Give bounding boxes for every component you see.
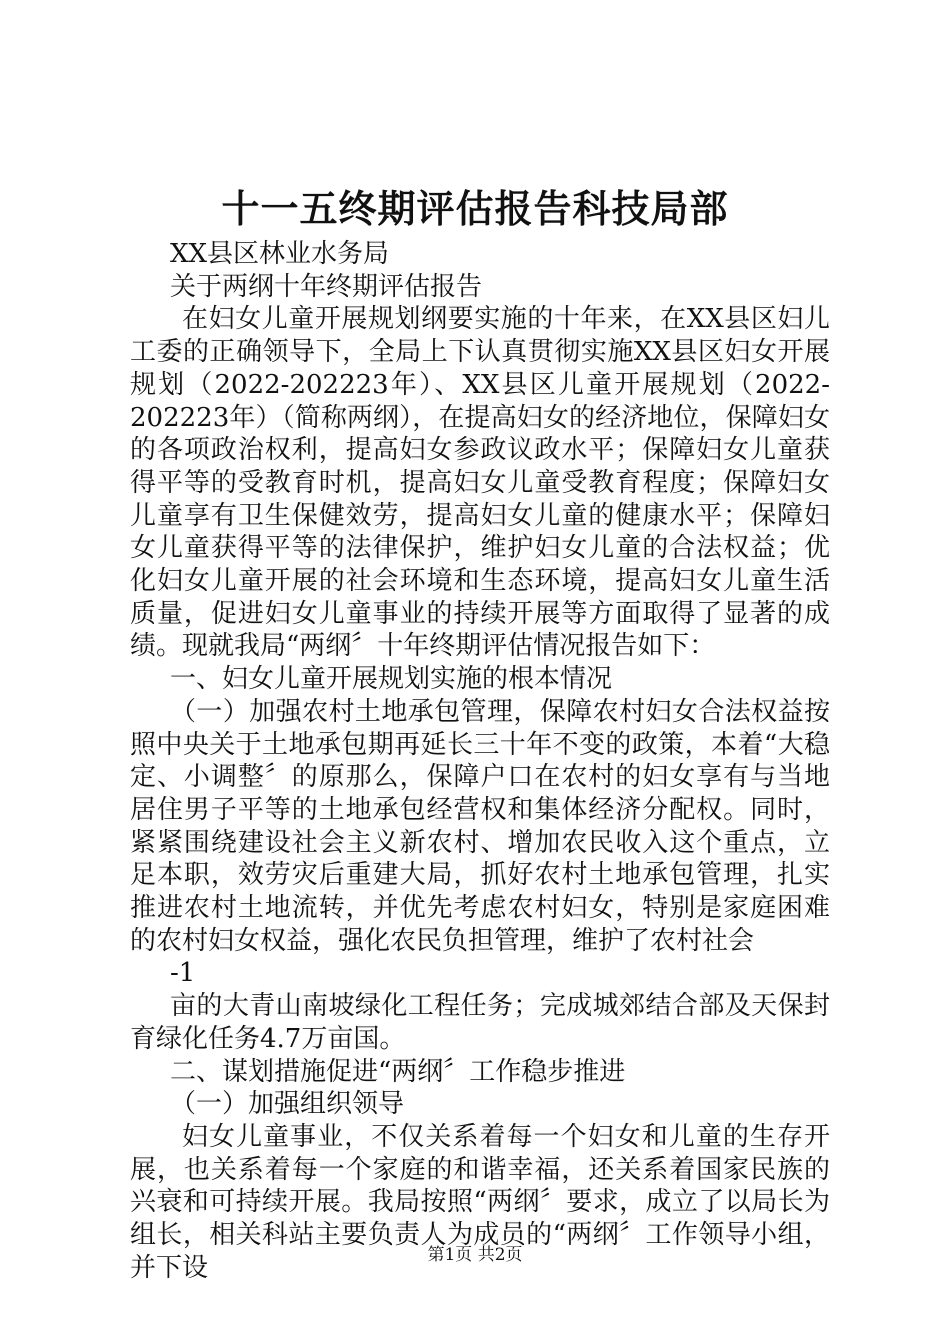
intro-paragraph: 在妇女儿童开展规划纲要实施的十年来，在XX县区妇儿工委的正确领导下，全局上下认真贯彻实施XX县区妇女开展规划（2022-202223年）、XX县区儿童开展规划（2022-202223年）（简称两纲），在提高妇女的经济地位，保障妇女的各项政治权利，提高妇女参政议政水平；保障妇女儿童获得平等的受教育时机，提高妇女儿童受教育程度；保障妇女儿童享有卫生保健效劳，提高妇女儿童的健康水平；保障妇女儿童获得平等的法律保护，维护妇女儿童的合法权益；优化妇女儿童开展的社会环境和生态环境，提高妇女儿童生活质量，促进妇女儿童事业的持续开展等方面取得了显著的成绩。现就我局“两纲〞十年终期评估情况报告如下： — [130, 304, 830, 662]
subsection-heading-organization: （一）加强组织领导 — [170, 1089, 405, 1120]
section-heading-2: 二、谋划措施促进“两纲〞工作稳步推进 — [170, 1056, 626, 1087]
organization-paragraph: 妇女儿童事业，不仅关系着每一个妇女和儿童的生存开展，也关系着每一个家庭的和谐幸福，还关系着国家民族的兴衰和可持续开展。我局按照“两纲〞要求，成立了以局长为组长，相关科站主要负责人为成员的“两纲〞工作领导小组，并下设 — [130, 1121, 830, 1283]
issuer-line: XX县区林业水务局 — [170, 239, 390, 269]
report-subject-line: 关于两纲十年终期评估报告 — [170, 271, 483, 302]
page-footer: 第1页 共2页 — [427, 1245, 523, 1265]
continuation-paragraph: 亩的大青山南坡绿化工程任务；完成城郊结合部及天保封育绿化任务4.7万亩国。 — [130, 991, 830, 1054]
section-heading-1: 一、妇女儿童开展规划实施的根本情况 — [170, 664, 613, 695]
subsection-paragraph-land: （一）加强农村土地承包管理，保障农村妇女合法权益按照中央关于土地承包期再延长三十年不变的政策，本着“大稳定、小调整〞的原那么，保障户口在农村的妇女享有与当地居住男子平等的土地承包经营权和集体经济分配权。同时，紧紧围绕建设社会主义新农村、增加农民收入这个重点，立足本职，效劳灾后重建大局，抓好农村土地承包管理，扎实推进农村土地流转，并优先考虑农村妇女，特别是家庭困难的农村妇女权益，强化农民负担管理，维护了农村社会 — [130, 696, 830, 956]
page-marker: -1 — [170, 958, 196, 989]
document-title: 十一五终期评估报告科技局部 — [221, 186, 729, 231]
document-body — [130, 238, 830, 1285]
